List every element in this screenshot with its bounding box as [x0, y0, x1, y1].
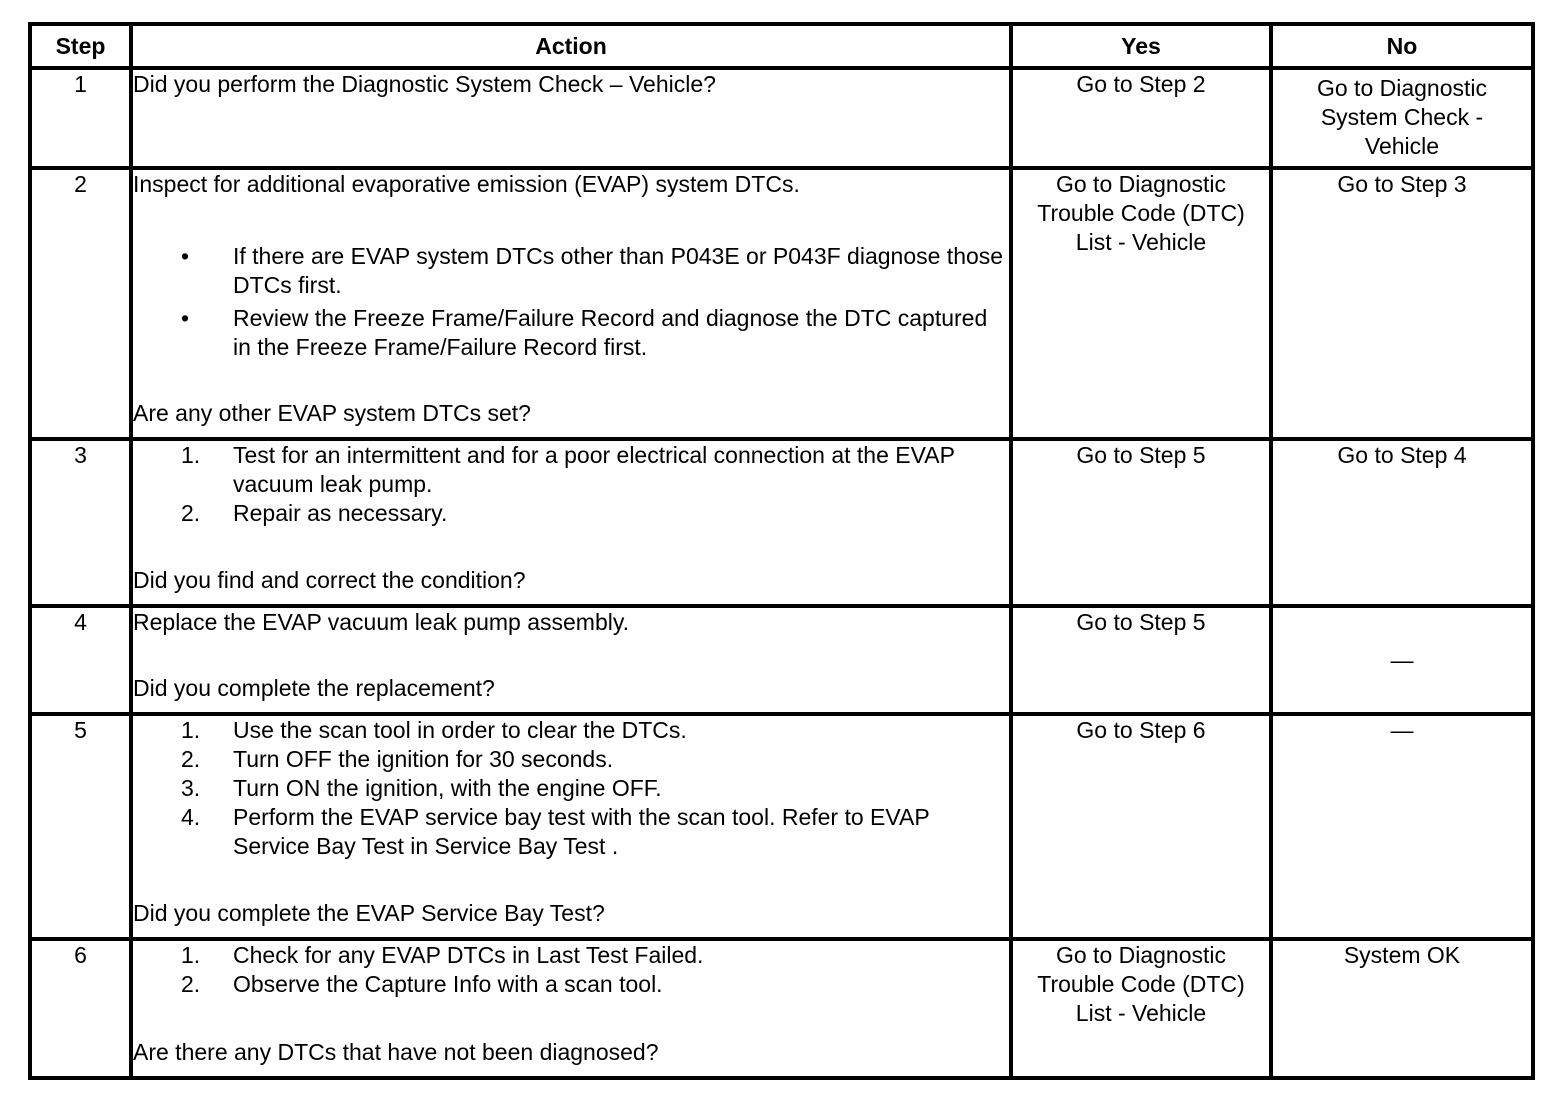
yes-action: Go to Step 5 [1076, 609, 1206, 635]
action-step-list [133, 441, 1009, 528]
yes-cell [1011, 606, 1271, 714]
no-cell [1271, 939, 1533, 1078]
no-cell [1271, 714, 1533, 939]
no-cell [1271, 439, 1533, 606]
no-action-line: Go to Diagnostic [1316, 75, 1488, 101]
bullet-text: Review the Freeze Frame/Failure Record and diagnose the DTC captured in the Freeze Frame/Failure Record first. [233, 305, 988, 360]
no-cell [1271, 606, 1533, 714]
header-yes: Yes [1011, 24, 1271, 68]
yes-action-line: List - Vehicle [1075, 229, 1207, 255]
action-step-list [133, 941, 1009, 999]
step-marker: 2. [181, 746, 201, 772]
action-bullet-list [133, 242, 1009, 362]
yes-action: Go to Step 5 [1076, 442, 1206, 468]
action-step-list [133, 716, 1009, 861]
table-row [30, 168, 1533, 439]
action-question: Did you perform the Diagnostic System Check – Vehicle? [133, 71, 716, 97]
no-action-line: Vehicle [1364, 133, 1440, 159]
step-text: Turn OFF the ignition for 30 seconds. [233, 746, 614, 772]
header-no: No [1271, 24, 1533, 68]
action-question: Are there any DTCs that have not been diagnosed? [133, 1039, 659, 1065]
header-row [30, 24, 1533, 68]
yes-action-line: Trouble Code (DTC) [1037, 200, 1245, 226]
step-text: Turn ON the ignition, with the engine OFF. [233, 775, 662, 801]
bullet-marker: • [181, 243, 190, 269]
step-number: 5 [30, 714, 131, 939]
table-row [30, 68, 1533, 168]
step-marker: 1. [181, 942, 201, 968]
list-item [133, 242, 1009, 300]
action-question: Are any other EVAP system DTCs set? [133, 400, 531, 426]
list-item [133, 970, 1009, 999]
step-text: Perform the EVAP service bay test with the scan tool. Refer to EVAP Service Bay Test in Service Bay Test . [233, 804, 930, 859]
step-marker: 4. [181, 804, 201, 830]
list-item [133, 774, 1009, 803]
list-item [133, 716, 1009, 745]
step-text: Test for an intermittent and for a poor electrical connection at the EVAP vacuum leak pump. [233, 442, 955, 497]
action-cell [131, 439, 1011, 606]
action-cell [131, 939, 1011, 1078]
yes-action-line: Go to Diagnostic [1055, 171, 1227, 197]
header-step: Step [30, 24, 131, 68]
action-cell [131, 168, 1011, 439]
yes-cell [1011, 939, 1271, 1078]
table-row [30, 714, 1533, 939]
action-cell [131, 606, 1011, 714]
step-marker: 1. [181, 717, 201, 743]
step-text: Use the scan tool in order to clear the DTCs. [233, 717, 687, 743]
step-marker: 2. [181, 500, 201, 526]
list-item [133, 803, 1009, 861]
step-number: 6 [30, 939, 131, 1078]
no-action: Go to Step 4 [1337, 442, 1467, 468]
step-text: Check for any EVAP DTCs in Last Test Failed. [233, 942, 704, 968]
diagnostic-table [28, 22, 1535, 1080]
yes-cell [1011, 168, 1271, 439]
no-action-dash: — [1390, 717, 1414, 743]
diagnostic-page [28, 22, 1535, 1080]
action-intro: Replace the EVAP vacuum leak pump assembly. [133, 609, 630, 635]
step-marker: 1. [181, 442, 201, 468]
action-cell [131, 68, 1011, 168]
yes-cell [1011, 68, 1271, 168]
yes-cell [1011, 714, 1271, 939]
yes-action: Go to Step 2 [1076, 71, 1206, 97]
step-text: Observe the Capture Info with a scan tool. [233, 971, 663, 997]
action-question: Did you complete the EVAP Service Bay Test? [133, 900, 605, 926]
list-item [133, 304, 1009, 362]
action-cell [131, 714, 1011, 939]
step-text: Repair as necessary. [233, 500, 448, 526]
header-action: Action [131, 24, 1011, 68]
action-question: Did you find and correct the condition? [133, 567, 526, 593]
table-row [30, 939, 1533, 1078]
step-number: 3 [30, 439, 131, 606]
table-row [30, 439, 1533, 606]
table-row [30, 606, 1533, 714]
bullet-marker: • [181, 305, 190, 331]
list-item [133, 499, 1009, 528]
no-action: Go to Step 3 [1337, 171, 1467, 197]
yes-action-line: List - Vehicle [1075, 1000, 1207, 1026]
yes-action: Go to Step 6 [1076, 717, 1206, 743]
list-item [133, 941, 1009, 970]
yes-action-line: Go to Diagnostic [1055, 942, 1227, 968]
no-action: System OK [1343, 942, 1461, 968]
list-item [133, 441, 1009, 499]
step-number: 2 [30, 168, 131, 439]
bullet-text: If there are EVAP system DTCs other than P043E or P043F diagnose those DTCs first. [233, 243, 1004, 298]
no-cell [1271, 68, 1533, 168]
step-marker: 3. [181, 775, 201, 801]
yes-action-line: Trouble Code (DTC) [1037, 971, 1245, 997]
no-action-dash: — [1390, 646, 1414, 673]
step-number: 1 [30, 68, 131, 168]
action-intro: Inspect for additional evaporative emission (EVAP) system DTCs. [133, 171, 800, 197]
action-question: Did you complete the replacement? [133, 675, 495, 701]
step-marker: 2. [181, 971, 201, 997]
yes-cell [1011, 439, 1271, 606]
step-number: 4 [30, 606, 131, 714]
list-item [133, 745, 1009, 774]
no-action-line: System Check - [1320, 104, 1484, 130]
no-cell [1271, 168, 1533, 439]
